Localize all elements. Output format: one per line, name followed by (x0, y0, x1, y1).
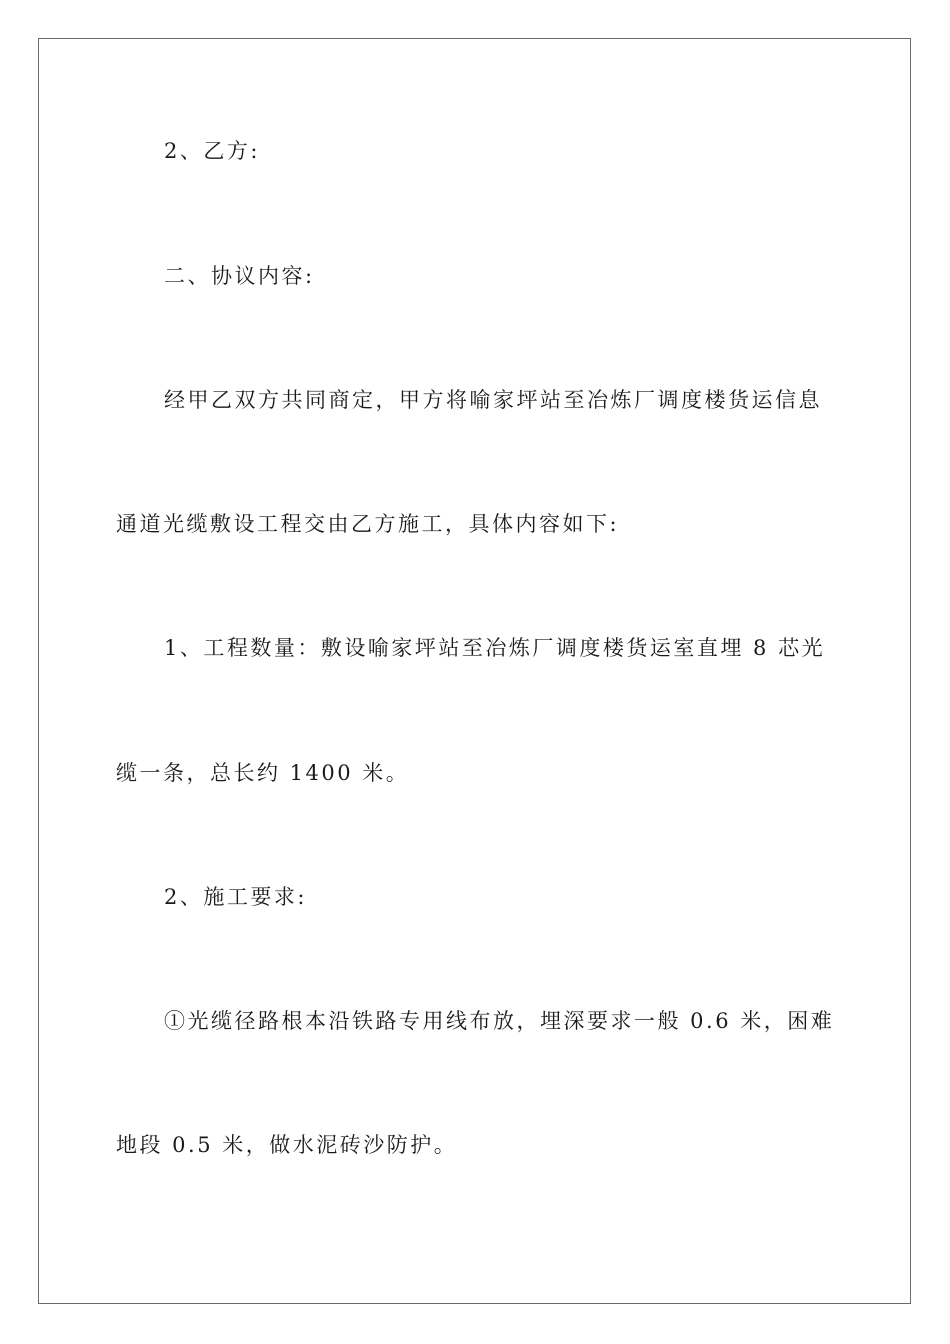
paragraph-line: 缆一条，总长约 1400 米。 (116, 761, 410, 785)
paragraph-line: 通道光缆敷设工程交由乙方施工，具体内容如下: (116, 512, 620, 536)
page-border (38, 38, 911, 1304)
paragraph-line: ①光缆径路根本沿铁路专用线布放，埋深要求一般 0.6 米，困难 (164, 1009, 835, 1033)
party-b-label: 2、乙方: (164, 139, 260, 163)
paragraph-line: 经甲乙双方共同商定，甲方将喻家坪站至冶炼厂调度楼货运信息 (164, 388, 822, 412)
paragraph-line: 1、工程数量：敷设喻家坪站至冶炼厂调度楼货运室直埋 8 芯光 (164, 636, 826, 660)
section-heading-agreement: 二、协议内容: (164, 264, 315, 288)
subsection-heading-requirements: 2、施工要求: (164, 885, 307, 909)
paragraph-line: 地段 0.5 米，做水泥砖沙防护。 (116, 1133, 458, 1157)
